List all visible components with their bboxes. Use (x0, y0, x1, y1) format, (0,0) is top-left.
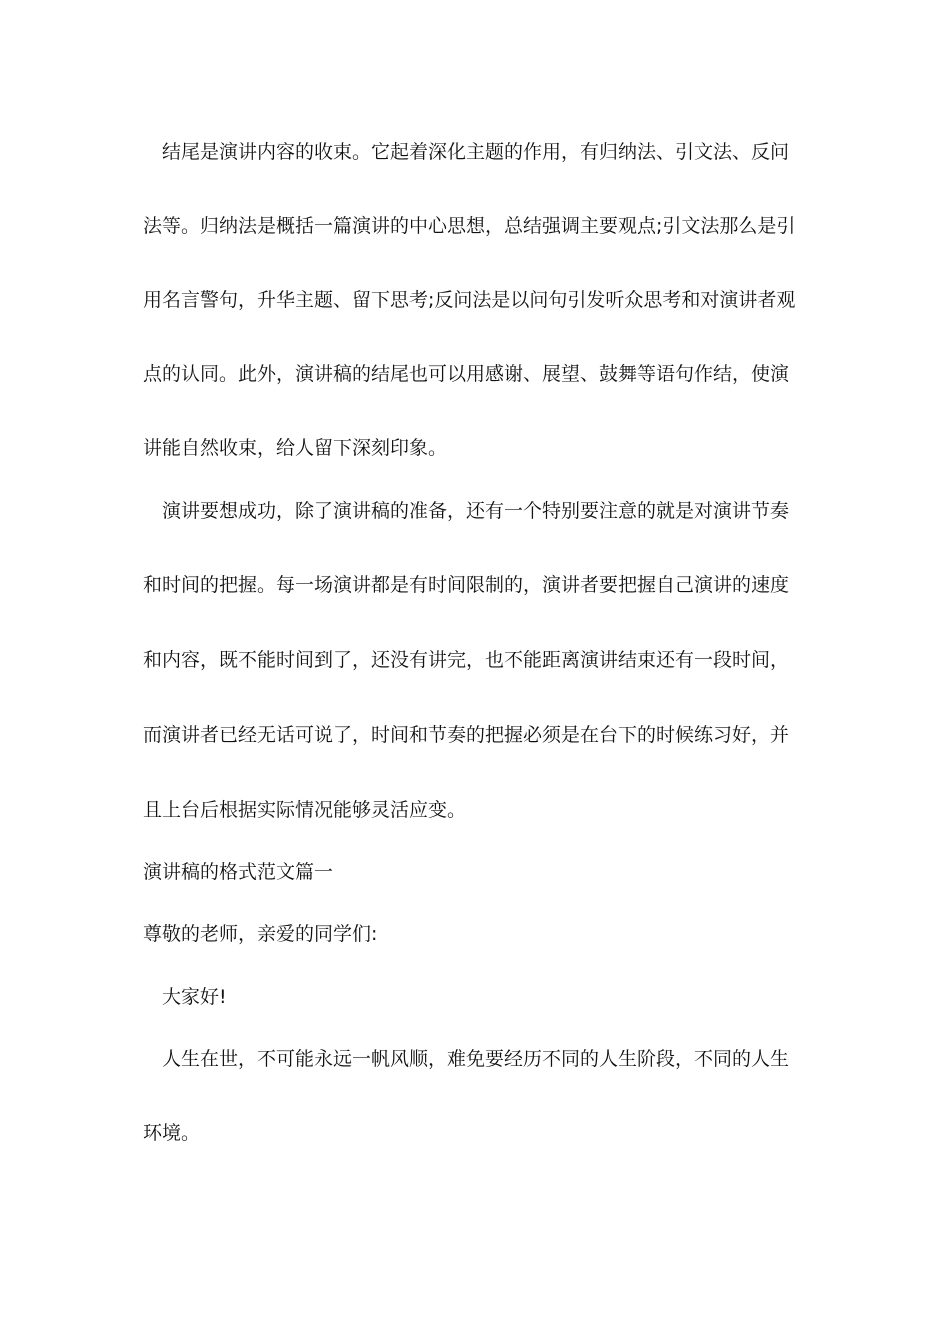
text-line: 而演讲者已经无话可说了，时间和节奏的把握必须是在台下的时候练习好，并 (143, 724, 790, 746)
greeting: 大家好! (143, 986, 227, 1008)
text-line: 人生在世，不可能永远一帆风顺，难免要经历不同的人生阶段，不同的人生 (143, 1048, 790, 1070)
text-line: 和时间的把握。每一场演讲都是有时间限制的，演讲者要把握自己演讲的速度 (143, 574, 790, 596)
text-line: 和内容，既不能时间到了，还没有讲完，也不能距离演讲结束还有一段时间， (143, 649, 790, 671)
text-line: 点的认同。此外，演讲稿的结尾也可以用感谢、展望、鼓舞等语句作结，使演 (143, 363, 790, 385)
text-line: 结尾是演讲内容的收束。它起着深化主题的作用，有归纳法、引文法、反问 (143, 141, 790, 163)
salutation: 尊敬的老师，亲爱的同学们: (143, 923, 378, 945)
text-line: 环境。 (143, 1122, 201, 1144)
section-heading: 演讲稿的格式范文篇一 (143, 861, 334, 883)
text-line: 法等。归纳法是概括一篇演讲的中心思想，总结强调主要观点;引文法那么是引 (143, 215, 796, 237)
text-line: 讲能自然收束，给人留下深刻印象。 (143, 437, 448, 459)
text-line: 演讲要想成功，除了演讲稿的准备，还有一个特别要注意的就是对演讲节奏 (143, 500, 790, 522)
text-line: 且上台后根据实际情况能够灵活应变。 (143, 799, 467, 821)
text-line: 用名言警句，升华主题、留下思考;反问法是以问句引发听众思考和对演讲者观 (143, 289, 796, 311)
